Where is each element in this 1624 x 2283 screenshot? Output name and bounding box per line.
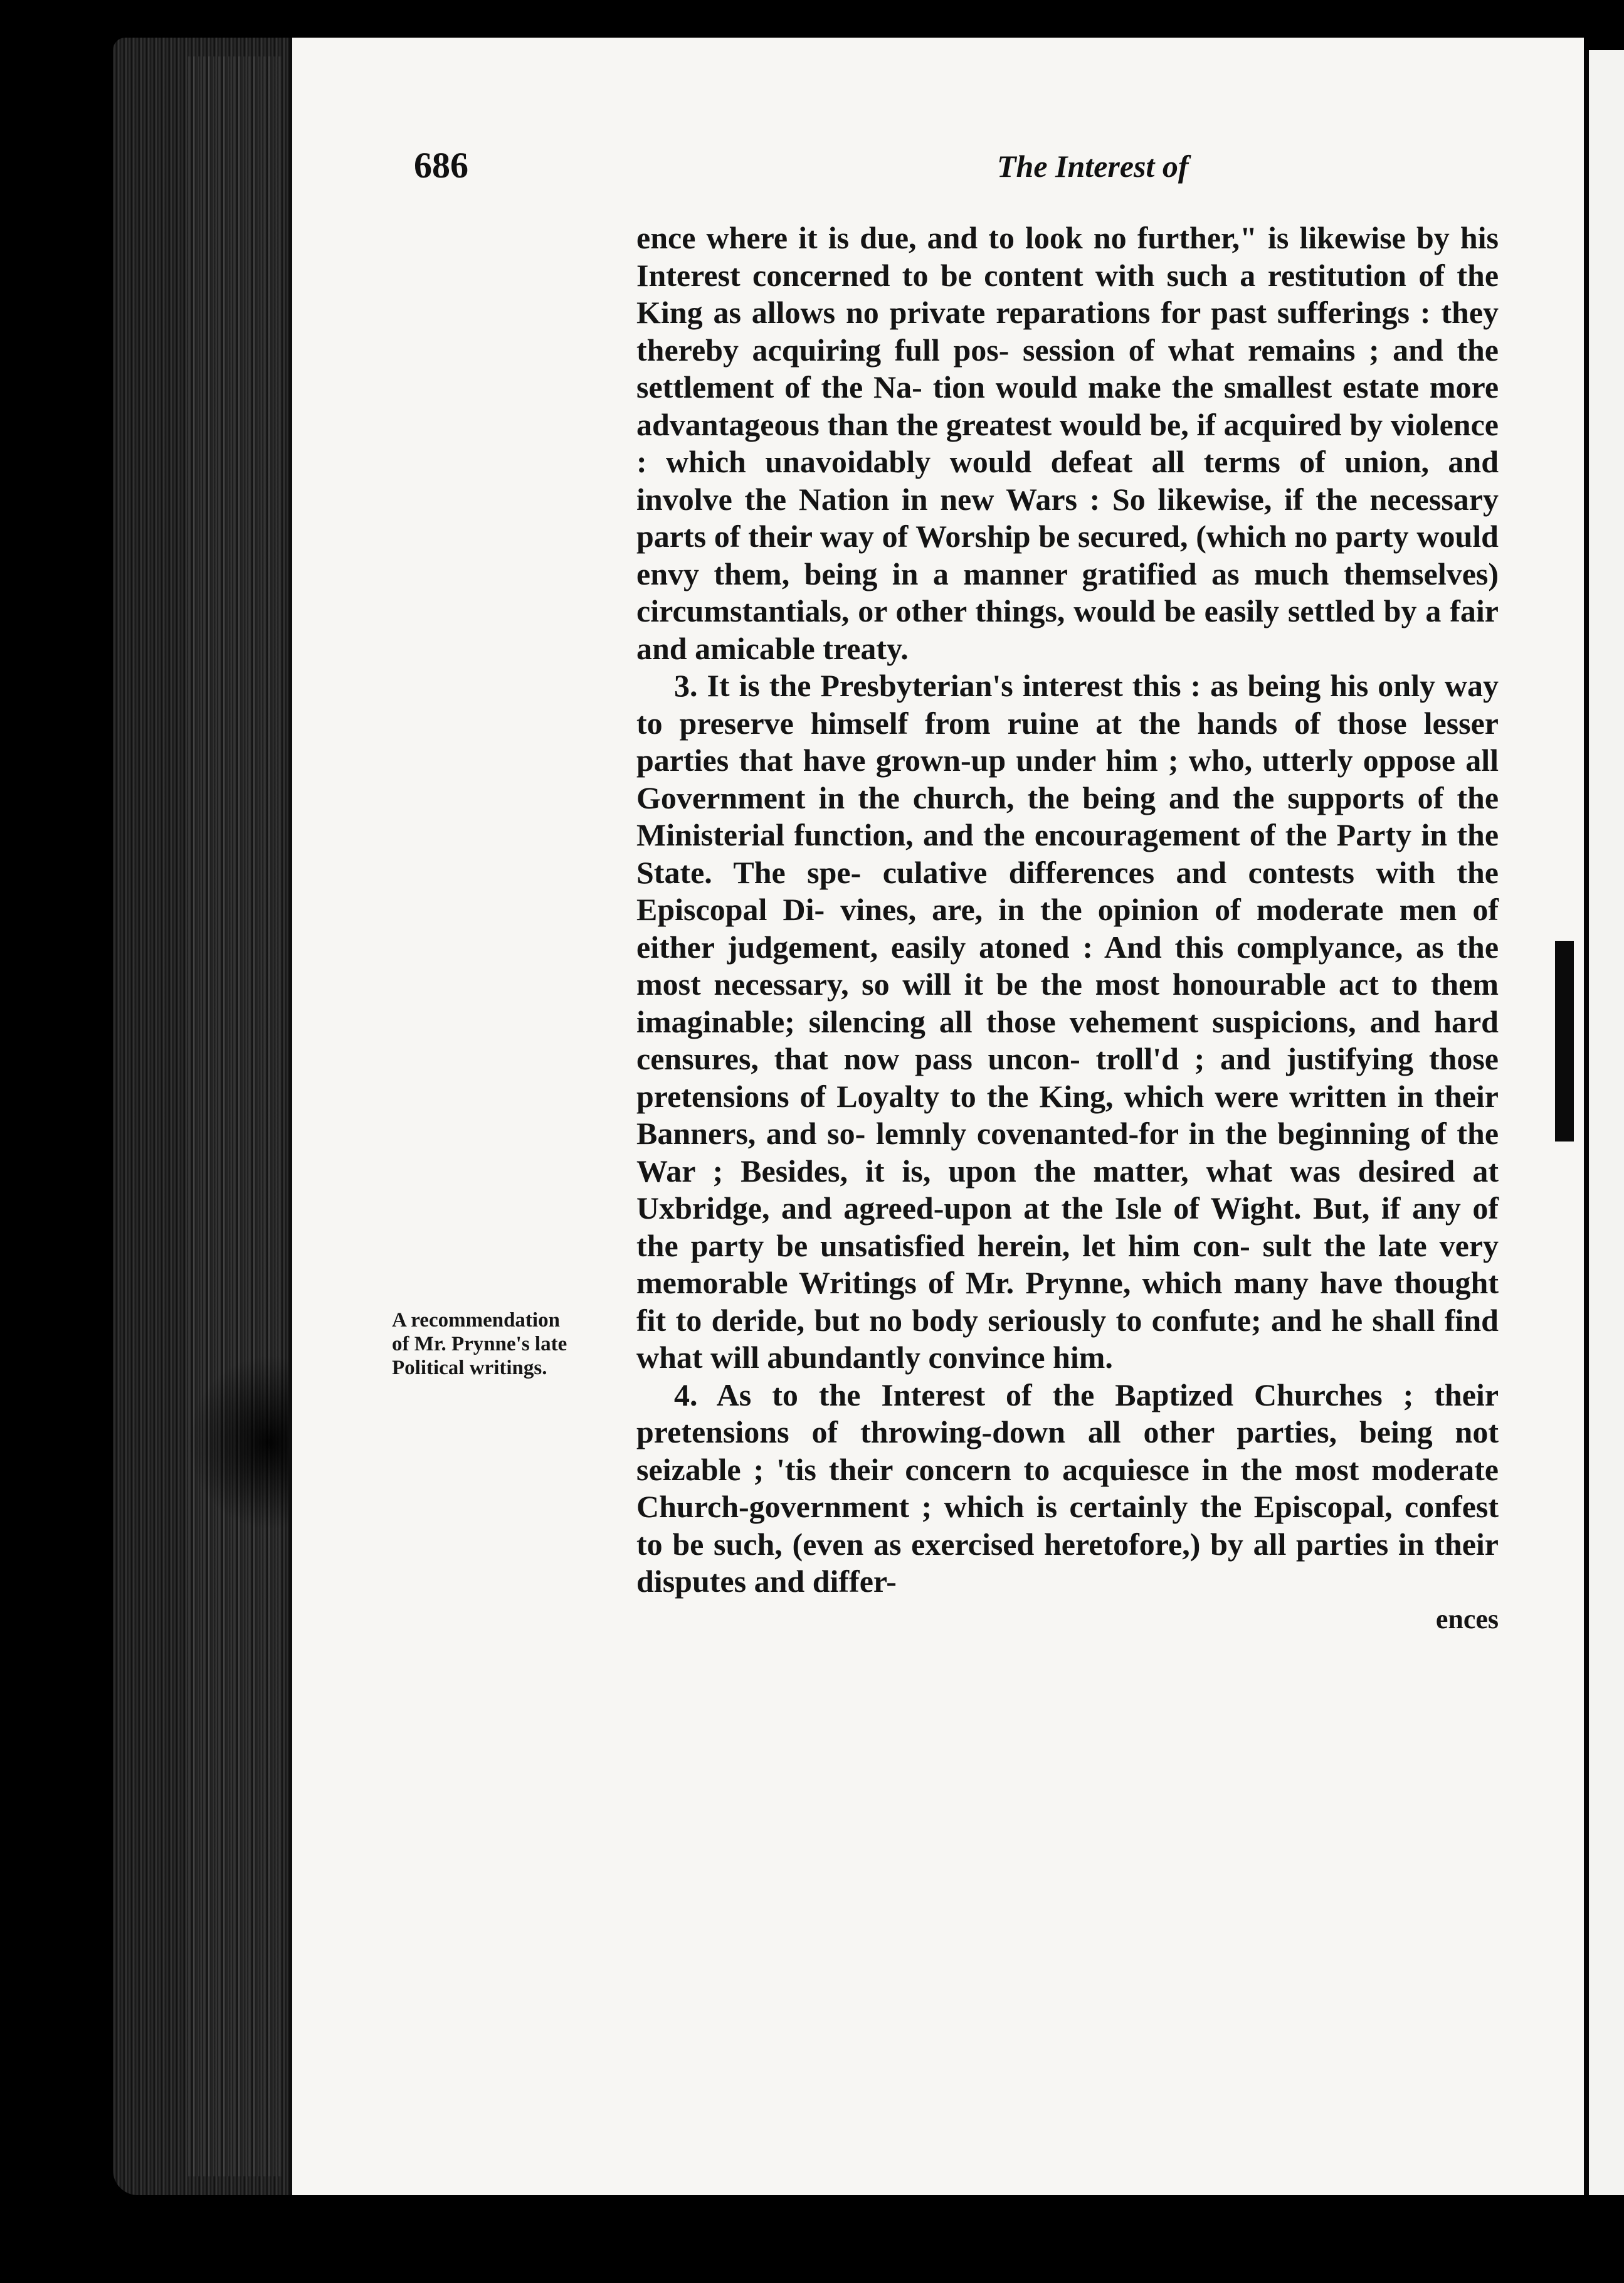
- page-number: 686: [414, 145, 468, 186]
- marginal-note-line: of Mr. Prynne's late: [392, 1333, 567, 1355]
- text-line: treaty.: [823, 630, 909, 666]
- text-line: restitution of the King as allows no private reparations: [636, 257, 1499, 330]
- text-line: being and the supports of the Ministerial function, and: [636, 780, 1499, 852]
- text-line: session of what remains ; and the settlement of the Na-: [636, 332, 1499, 405]
- text-line: act to them imaginable; silencing all those vehement: [636, 967, 1499, 1039]
- text-line: suspicions, and hard censures, that now pass uncon-: [636, 1004, 1499, 1076]
- text-line: Uxbridge, and agreed-upon at the Isle of Wight. But,: [636, 1190, 1370, 1226]
- facing-page-edge: [1580, 50, 1624, 2195]
- text-line: their pretensions of throwing-down all other parties,: [636, 1377, 1499, 1449]
- text-line: most moderate Church-government ; which is certainly: [636, 1451, 1499, 1524]
- text-line: the King, which were written in their Banners, and so-: [636, 1078, 1499, 1151]
- text-line: the necessary parts of their way of Worship be secured,: [636, 481, 1499, 554]
- paragraph-continuation: [636, 220, 1499, 667]
- text-line: which unavoidably would defeat all terms of union,: [666, 444, 1430, 479]
- text-line: only way to preserve himself from ruine at the hands: [636, 668, 1499, 741]
- text-line: troll'd ; and justifying those pretensions of Loyalty to: [636, 1041, 1499, 1114]
- running-title: The Interest of: [997, 149, 1189, 184]
- text-line: lemnly covenanted-for in the beginning of the War ;: [636, 1116, 1499, 1189]
- text-line: sult the late very memorable Writings of Mr. Prynne,: [636, 1227, 1499, 1300]
- text-line: judgement, easily atoned : And this complyance, as: [727, 929, 1444, 965]
- marginal-note-line: Political writings.: [392, 1357, 547, 1379]
- text-line: seriously to confute; and he shall find what will: [636, 1302, 1499, 1375]
- text-line: (which no party would envy them, being in a manner: [636, 519, 1499, 591]
- marginal-note: [392, 1308, 630, 1380]
- text-line: abundantly convince him.: [767, 1340, 1113, 1375]
- text-line: gratified as much themselves) circumstantials, or other: [636, 556, 1499, 628]
- page-edges-highlight: [188, 56, 282, 2176]
- text-line: the encouragement of the Party in the State. The spe-: [636, 817, 1499, 890]
- text-line: being not seizable ; 'tis their concern to acquiesce in the: [636, 1414, 1499, 1487]
- paragraph-presbyterian-interest: [636, 667, 1499, 1377]
- text-line: 4. As to the Interest of the Baptized Churches ;: [674, 1377, 1414, 1412]
- text-line: Besides, it is, upon the matter, what was desired at: [741, 1153, 1499, 1189]
- text-line: by his Interest concerned to be content with such a: [636, 220, 1499, 293]
- text-line: the Episcopal, confest to be such, (even as exercised: [636, 1489, 1499, 1562]
- text-line: things, would be easily settled by a fair and amicable: [636, 593, 1499, 666]
- text-line: which many have thought fit to deride, but no body: [636, 1265, 1499, 1338]
- edge-shadow-mark: [1555, 1066, 1574, 1142]
- text-line: of those lesser parties that have grown-up under him ;: [636, 705, 1499, 778]
- text-line: and involve the Nation in new Wars : So likewise, if: [636, 444, 1499, 517]
- paragraph-baptized-churches: [636, 1377, 1499, 1601]
- catchword: ences: [1435, 1603, 1499, 1634]
- text-line: who, utterly oppose all Government in the church, the: [636, 743, 1499, 815]
- marginal-note-line: A recommendation: [392, 1309, 560, 1332]
- text-line: ence where it is due, and to look no further," is likewise: [636, 220, 1406, 255]
- text-line: if any of the party be unsatisfied herein, let him con-: [636, 1190, 1499, 1263]
- text-line: tion would make the smallest estate more advantageous: [636, 369, 1499, 442]
- text-line: than the greatest would be, if acquired by violence :: [636, 406, 1499, 479]
- text-line: 3. It is the Presbyterian's interest this : as being his: [674, 668, 1369, 703]
- body-text: [636, 220, 1499, 1638]
- text-line: vines, are, in the opinion of moderate men of either: [636, 892, 1499, 965]
- text-line: heretofore,) by all parties in their disputes and differ-: [636, 1526, 1499, 1599]
- text-line: for past sufferings : they thereby acquiring full pos-: [636, 295, 1499, 368]
- page-header: [414, 144, 1354, 201]
- text-line: the most necessary, so will it be the most honourable: [636, 929, 1499, 1002]
- text-line: culative differences and contests with the Episcopal Di-: [636, 854, 1499, 927]
